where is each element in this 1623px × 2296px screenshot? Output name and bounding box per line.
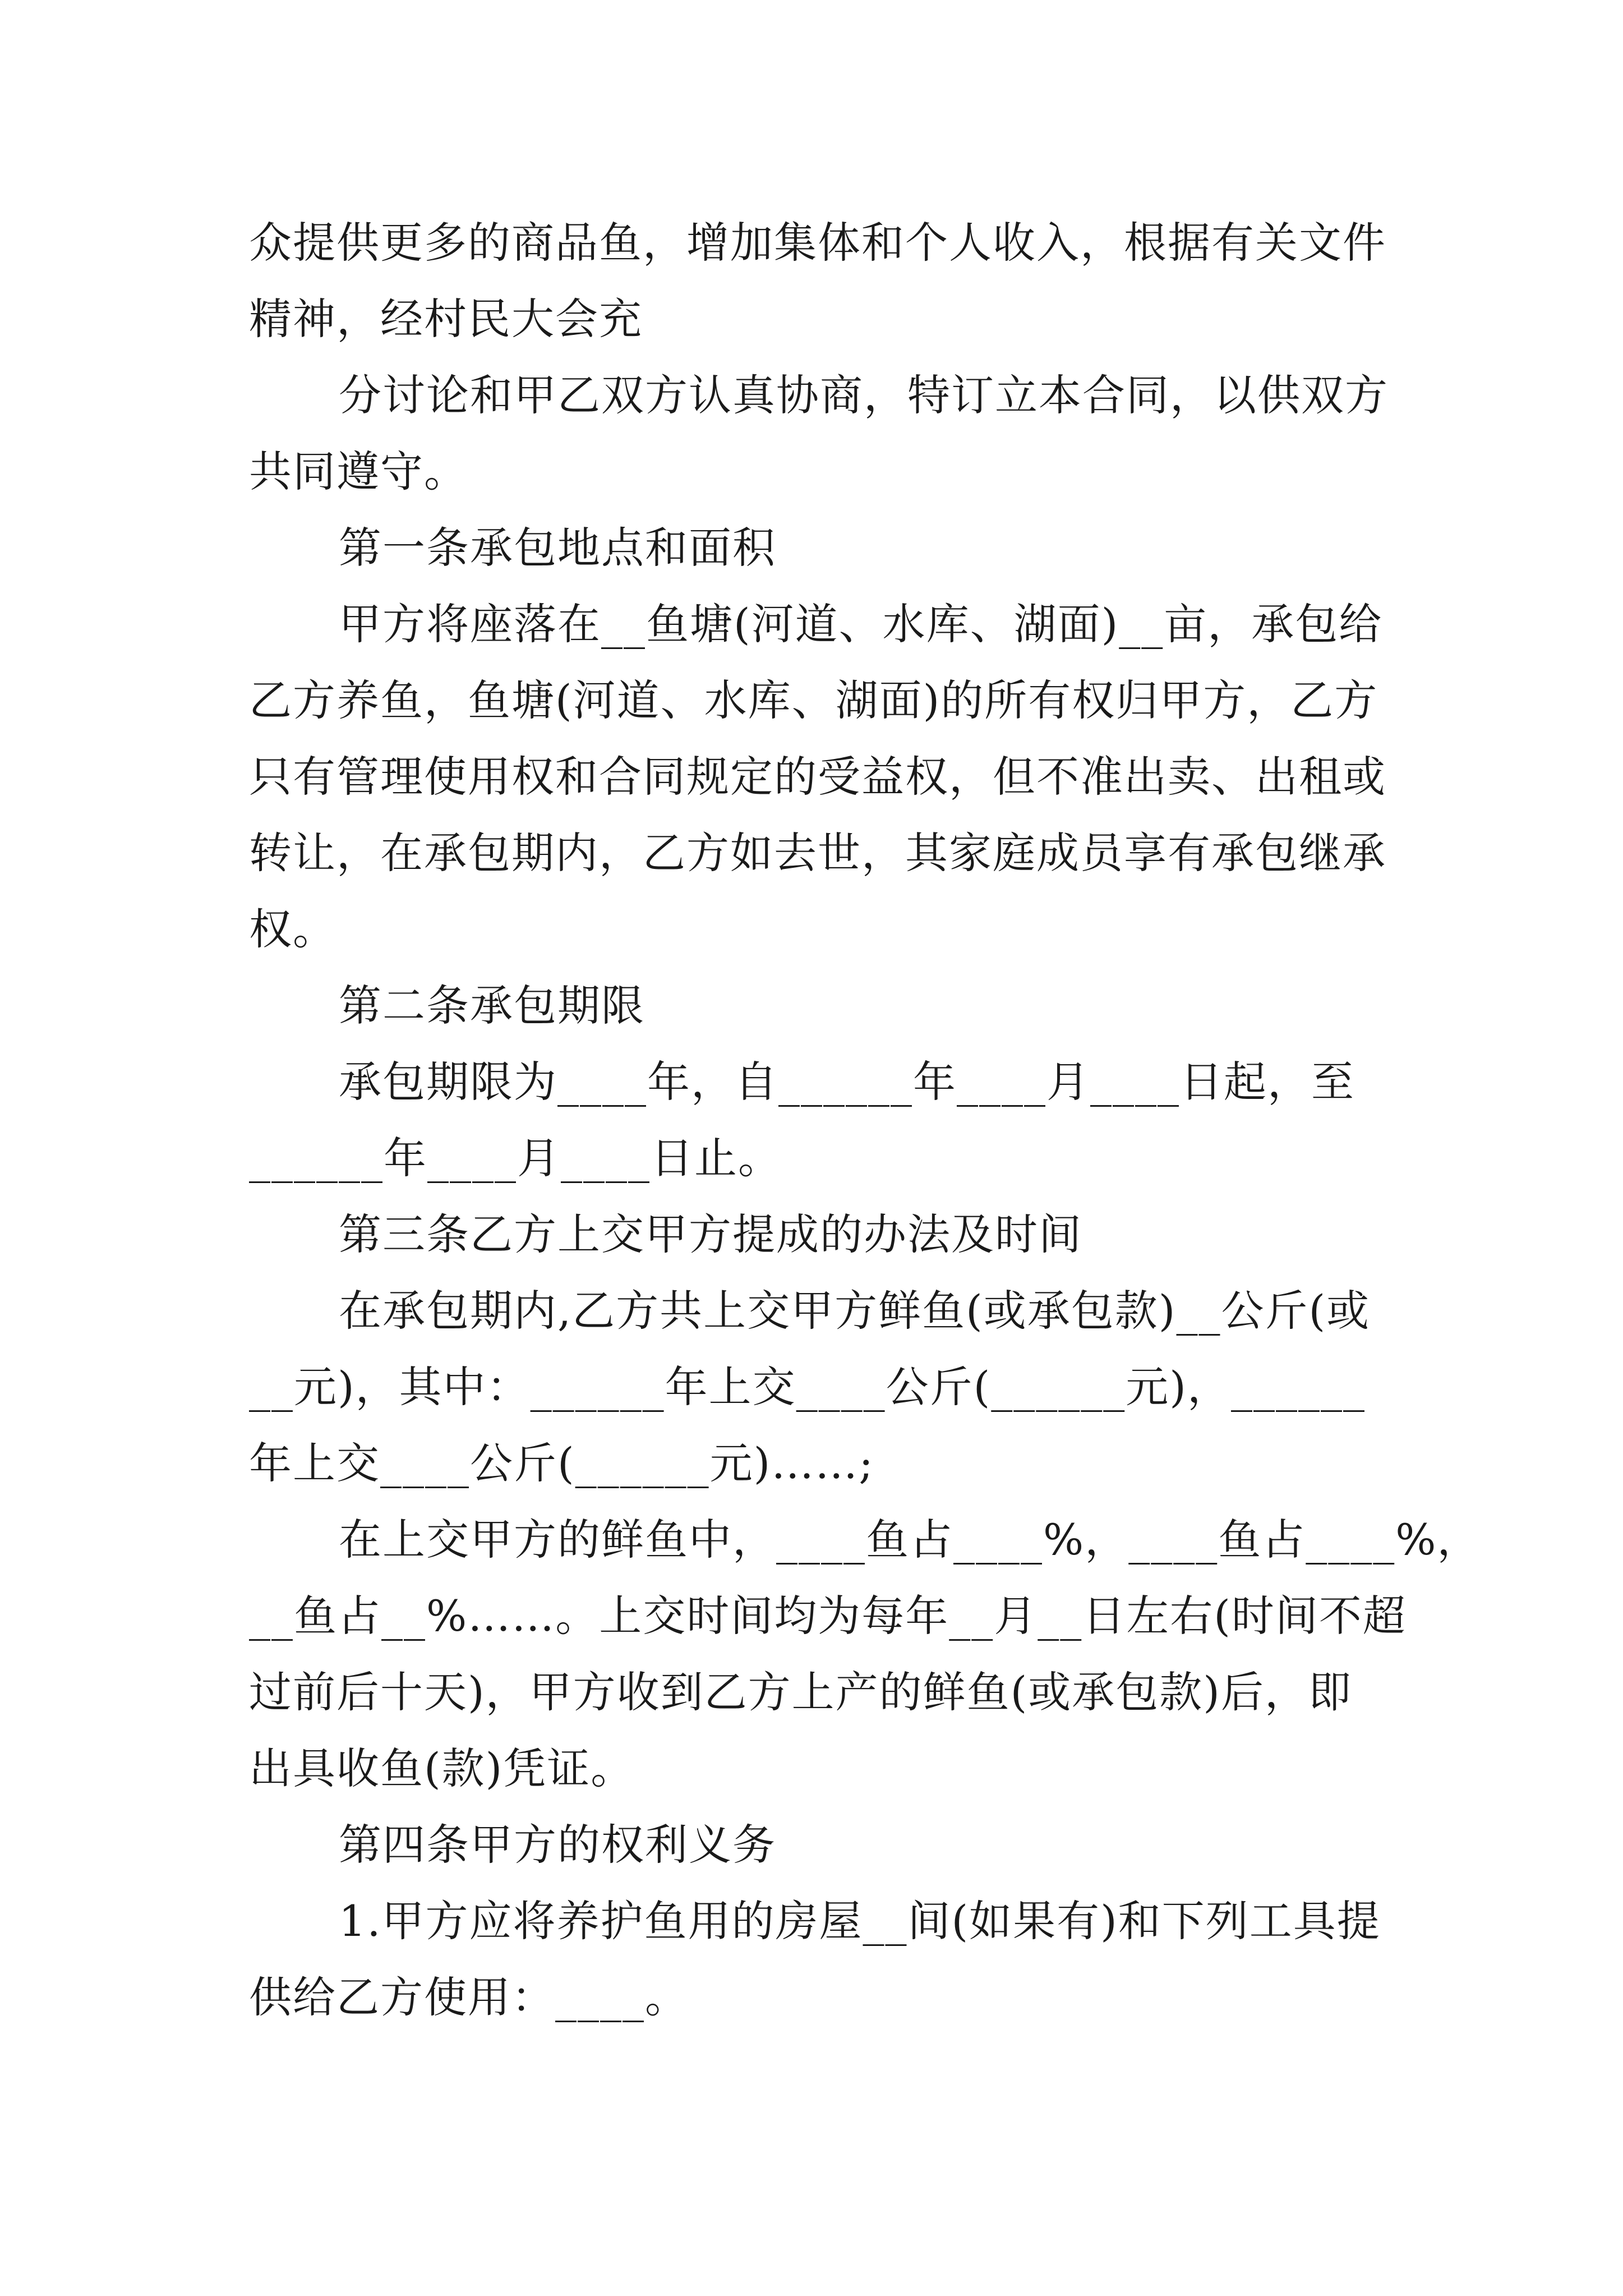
body-line: 转让，在承包期内，乙方如去世，其家庭成员享有承包继承 xyxy=(249,828,1386,878)
article-heading: 第四条甲方的权利义务 xyxy=(339,1820,776,1870)
body-line: 众提供更多的商品鱼，增加集体和个人收入，根据有关文件 xyxy=(249,218,1386,268)
article-heading: 第一条承包地点和面积 xyxy=(339,523,776,573)
body-line: 权。 xyxy=(249,904,336,954)
body-line: 承包期限为____年，自______年____月____日起，至 xyxy=(339,1057,1355,1107)
body-line: 乙方养鱼，鱼塘(河道、水库、湖面)的所有权归甲方，乙方 xyxy=(249,675,1378,725)
body-line: 供给乙方使用：____。 xyxy=(249,1972,689,2022)
body-line: 1.甲方应将养护鱼用的房屋__间(如果有)和下列工具提 xyxy=(339,1896,1381,1946)
body-line: __鱼占__%……。上交时间均为每年__月__日左右(时间不超 xyxy=(249,1591,1407,1641)
body-line: 年上交____公斤(______元)……; xyxy=(249,1438,874,1488)
body-line: 精神，经村民大会充 xyxy=(249,294,643,344)
contract-body xyxy=(249,205,1481,2036)
body-line: 出具收鱼(款)凭证。 xyxy=(249,1743,635,1793)
body-line: ______年____月____日止。 xyxy=(249,1133,782,1183)
article-heading: 第三条乙方上交甲方提成的办法及时间 xyxy=(339,1209,1082,1259)
body-line: 共同遵守。 xyxy=(249,447,468,496)
body-line: 在上交甲方的鲜鱼中，____鱼占____%，____鱼占____%， xyxy=(339,1515,1481,1565)
body-line: 在承包期内,乙方共上交甲方鲜鱼(或承包款)__公斤(或 xyxy=(339,1286,1371,1336)
body-line: 甲方将座落在__鱼塘(河道、水库、湖面)__亩，承包给 xyxy=(339,599,1383,649)
body-line: 分讨论和甲乙双方认真协商，特订立本合同，以供双方 xyxy=(339,370,1389,420)
body-line: __元)，其中：______年上交____公斤(______元)，______ xyxy=(249,1362,1366,1412)
body-line: 过前后十天)，甲方收到乙方上产的鲜鱼(或承包款)后，即 xyxy=(249,1667,1352,1717)
article-heading: 第二条承包期限 xyxy=(339,981,645,1030)
body-line: 只有管理使用权和合同规定的受益权，但不准出卖、出租或 xyxy=(249,752,1386,802)
